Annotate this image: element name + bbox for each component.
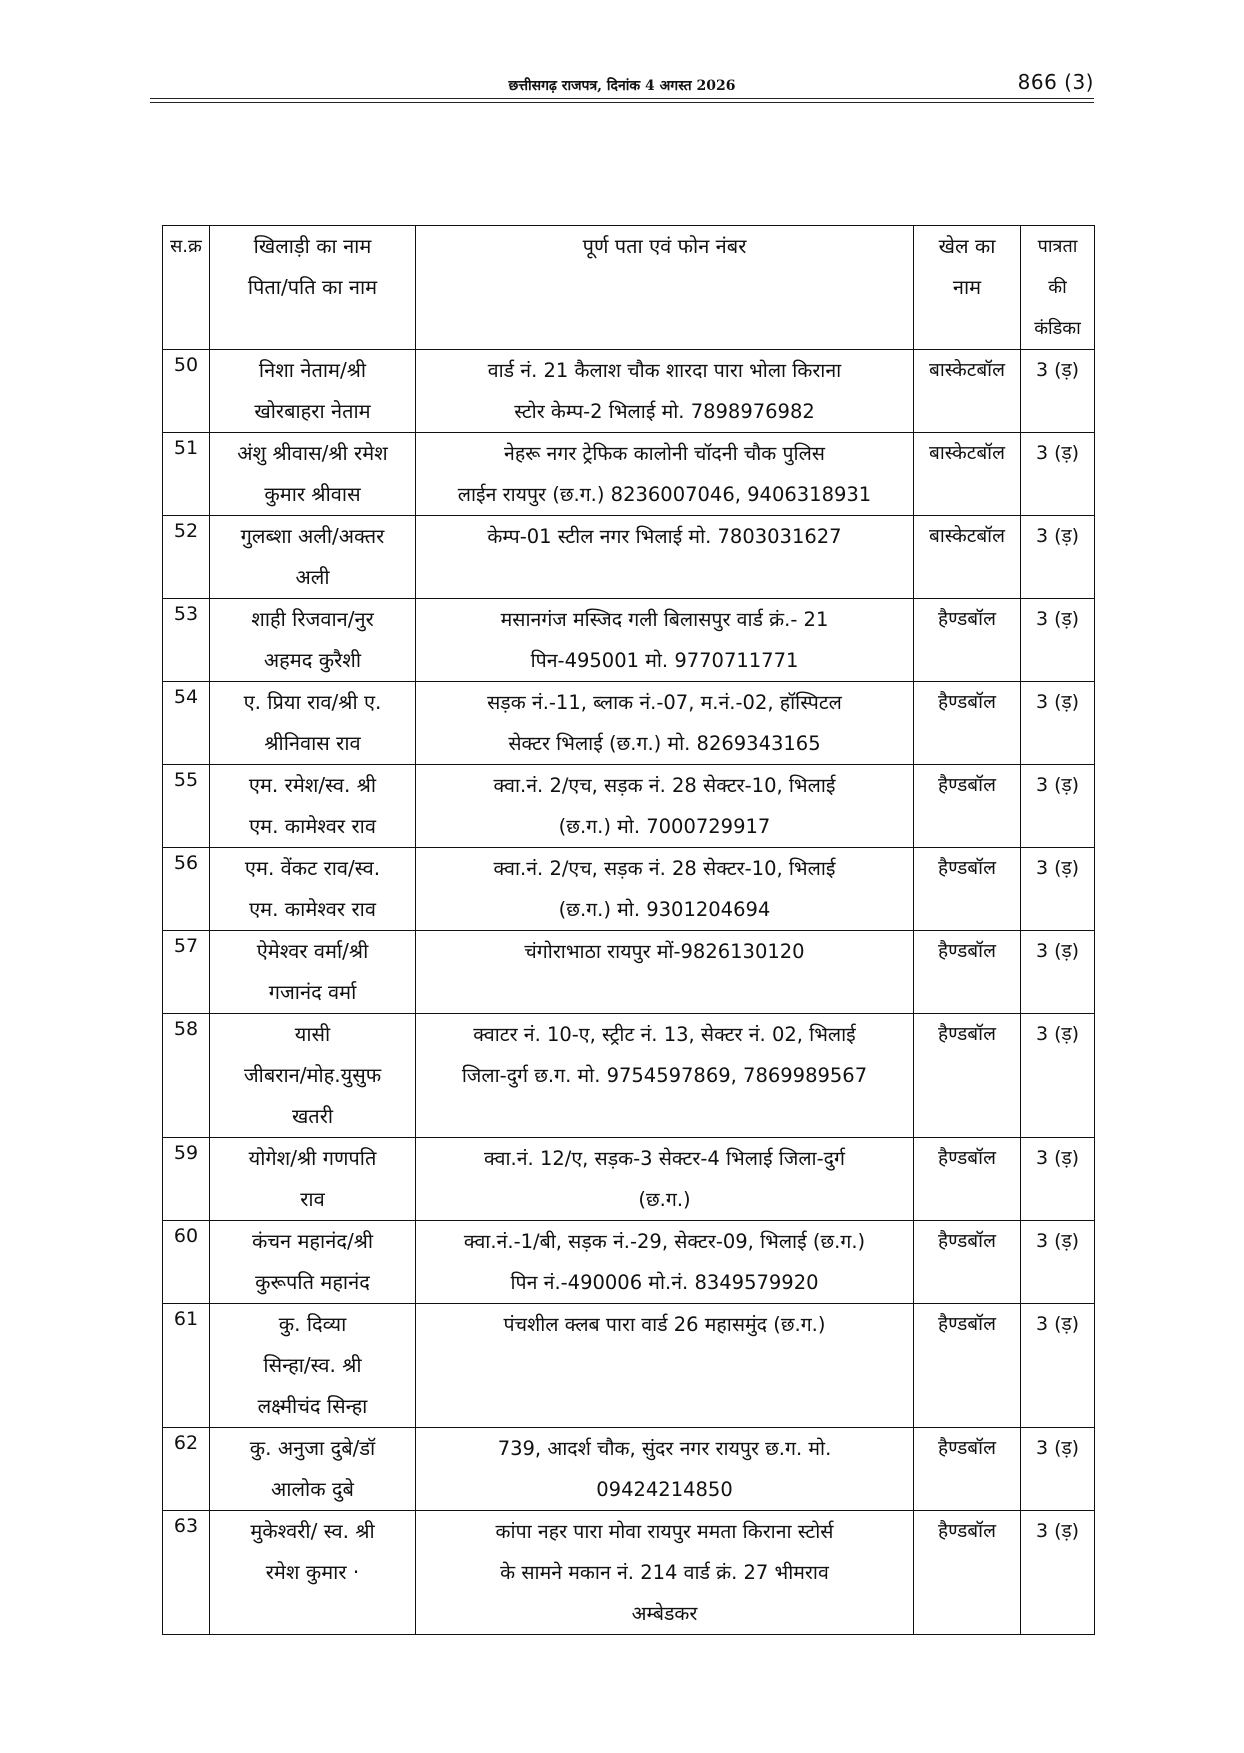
player-name-line: खतरी [291,1104,334,1128]
eligibility-cell: 3 (ड़) [1021,350,1095,433]
player-name-cell [210,516,416,599]
player-name-cell [210,1138,416,1221]
player-name-line: यासी [294,1022,331,1046]
column-header-eligibility-line: कंडिका [1034,318,1081,339]
serial-number-cell: 60 [163,1221,210,1304]
player-name-cell [210,1428,416,1511]
address-line: लाईन रायपुर (छ.ग.) 8236007046, 9406318931 [457,483,872,506]
address-cell [416,516,914,599]
serial-number-cell: 58 [163,1014,210,1138]
address-cell [416,1511,914,1635]
player-name-line: अंशु श्रीवास/श्री रमेश [237,441,388,465]
serial-number-cell: 62 [163,1428,210,1511]
address-line: स्टोर केम्प-2 भिलाई मो. 7898976982 [514,400,815,423]
serial-number-cell: 55 [163,765,210,848]
eligibility-cell: 3 (ड़) [1021,433,1095,516]
address-cell [416,1221,914,1304]
sport-cell: बास्केटबॉल [914,433,1021,516]
address-line: वार्ड नं. 21 कैलाश चौक शारदा पारा भोला किराना [487,359,842,382]
address-line: (छ.ग.) मो. 9301204694 [558,898,771,921]
address-cell [416,1304,914,1428]
sport-cell: हैण्डबॉल [914,1304,1021,1428]
sport-cell: हैण्डबॉल [914,1138,1021,1221]
address-line: चंगोराभाठा रायपुर मों-9826130120 [524,940,805,963]
address-line: 739, आदर्श चौक, सुंदर नगर रायपुर छ.ग. मो. [497,1437,832,1460]
column-header-name-line: खिलाड़ी का नाम [253,234,372,258]
serial-number-cell: 61 [163,1304,210,1428]
address-line: के सामने मकान नं. 214 वार्ड क्रं. 27 भीमराव [500,1561,829,1584]
sport-cell: बास्केटबॉल [914,350,1021,433]
column-header-name [210,226,416,350]
sport-cell: हैण्डबॉल [914,848,1021,931]
serial-number-cell: 54 [163,682,210,765]
table-row [163,1511,1095,1635]
serial-number-cell: 53 [163,599,210,682]
player-name-line: अली [295,565,330,589]
table-row [163,848,1095,931]
column-header-sport [914,226,1021,350]
player-name-line: ऐमेश्वर वर्मा/श्री [256,939,369,963]
column-header-eligibility-line: की [1048,277,1067,298]
address-cell [416,1138,914,1221]
address-line: क्वाटर नं. 10-ए, स्ट्रीट नं. 13, सेक्टर नं. 02, भिलाई [473,1023,856,1046]
eligibility-cell: 3 (ड़) [1021,682,1095,765]
player-name-line: लक्ष्मीचंद सिन्हा [257,1394,368,1418]
serial-number-cell: 51 [163,433,210,516]
eligibility-cell: 3 (ड़) [1021,765,1095,848]
player-name-line: निशा नेताम/श्री [258,358,367,382]
column-header-address: पूर्ण पता एवं फोन नंबर [416,226,914,350]
sport-cell: हैण्डबॉल [914,765,1021,848]
serial-number-cell: 59 [163,1138,210,1221]
column-header-name-line: पिता/पति का नाम [247,275,378,299]
address-line: अम्बेडकर [631,1602,698,1625]
sport-cell: हैण्डबॉल [914,1428,1021,1511]
player-name-line: श्रीनिवास राव [264,731,361,755]
eligibility-cell: 3 (ड़) [1021,599,1095,682]
players-table [162,225,1095,1635]
address-line: (छ.ग.) [638,1188,691,1211]
address-cell [416,1014,914,1138]
player-name-line: गुलब्शा अली/अक्तर [240,524,385,548]
player-name-line: जीबरान/मोह.युसुफ [243,1063,382,1087]
address-cell [416,765,914,848]
player-name-line: अहमद कुरैशी [263,648,362,672]
player-name-line: खोरबाहरा नेताम [254,399,371,423]
page-number: 866 (3) [1017,70,1094,94]
table-row [163,1138,1095,1221]
serial-number-cell: 50 [163,350,210,433]
player-name-line: आलोक दुबे [271,1477,354,1501]
serial-number-cell: 56 [163,848,210,931]
player-name-line: गजानंद वर्मा [268,980,357,1004]
table-row [163,1304,1095,1428]
address-cell [416,931,914,1014]
column-header-eligibility [1021,226,1095,350]
address-cell [416,350,914,433]
header-rule [150,102,1094,103]
table-row [163,1428,1095,1511]
eligibility-cell: 3 (ड़) [1021,1511,1095,1635]
table-row [163,1221,1095,1304]
player-name-cell [210,1221,416,1304]
serial-number-cell: 52 [163,516,210,599]
eligibility-cell: 3 (ड़) [1021,931,1095,1014]
address-line: (छ.ग.) मो. 7000729917 [558,815,771,838]
player-name-line: कु. दिव्या [278,1312,347,1336]
player-name-cell [210,1014,416,1138]
player-name-cell [210,350,416,433]
address-line: 09424214850 [596,1478,733,1501]
sport-cell: हैण्डबॉल [914,1014,1021,1138]
sport-cell: हैण्डबॉल [914,931,1021,1014]
address-line: जिला-दुर्ग छ.ग. मो. 9754597869, 7869989567 [461,1064,868,1087]
address-line: सड़क नं.-11, ब्लाक नं.-07, म.नं.-02, हॉस्पिटल [487,691,842,714]
player-name-cell [210,1511,416,1635]
player-name-cell [210,765,416,848]
serial-number-cell: 57 [163,931,210,1014]
address-line: कांपा नहर पारा मोवा रायपुर ममता किराना स्टोर्स [495,1520,834,1543]
eligibility-cell: 3 (ड़) [1021,1304,1095,1428]
player-name-line: मुकेश्वरी/ स्व. श्री [250,1519,375,1543]
player-name-cell [210,433,416,516]
player-name-line: एम. कामेश्वर राव [249,897,376,921]
eligibility-cell: 3 (ड़) [1021,1428,1095,1511]
address-line: क्वा.नं. 2/एच, सड़क नं. 28 सेक्टर-10, भिलाई [493,774,836,797]
table-body [163,350,1095,1635]
column-header-eligibility-line: पात्रता [1037,236,1078,257]
table-row [163,350,1095,433]
address-line: क्वा.नं. 2/एच, सड़क नं. 28 सेक्टर-10, भिलाई [493,857,836,880]
table-row [163,433,1095,516]
player-name-cell [210,848,416,931]
player-name-line: कुरूपति महानंद [255,1270,370,1294]
address-line: सेक्टर भिलाई (छ.ग.) मो. 8269343165 [508,732,821,755]
address-line: केम्प-01 स्टील नगर भिलाई मो. 7803031627 [487,525,842,548]
column-header-sport-line: खेल का [938,234,996,258]
address-cell [416,848,914,931]
address-cell [416,1428,914,1511]
player-name-line: एम. वेंकट राव/स्व. [244,856,381,880]
table-row [163,931,1095,1014]
eligibility-cell: 3 (ड़) [1021,516,1095,599]
player-name-line: राव [300,1187,325,1211]
table-row [163,765,1095,848]
serial-number-cell: 63 [163,1511,210,1635]
player-name-cell [210,1304,416,1428]
address-line: मसानगंज मस्जिद गली बिलासपुर वार्ड क्रं.- 21 [500,608,829,631]
sport-cell: हैण्डबॉल [914,682,1021,765]
player-name-line: शाही रिजवान/नुर [251,607,374,631]
player-name-cell [210,931,416,1014]
address-line: नेहरू नगर ट्रेफिक कालोनी चॉदनी चौक पुलिस [504,442,825,465]
sport-cell: बास्केटबॉल [914,516,1021,599]
player-name-line: एम. कामेश्वर राव [249,814,376,838]
column-header-serial: स.क्र [163,226,210,350]
table-row [163,599,1095,682]
player-name-line: रमेश कुमार · [265,1560,360,1584]
player-name-line: एम. रमेश/स्व. श्री [248,773,377,797]
address-line: क्वा.नं. 12/ए, सड़क-3 सेक्टर-4 भिलाई जिला-दुर्ग [484,1147,845,1170]
eligibility-cell: 3 (ड़) [1021,1014,1095,1138]
sport-cell: हैण्डबॉल [914,1511,1021,1635]
address-line: क्वा.नं.-1/बी, सड़क नं.-29, सेक्टर-09, भिलाई (छ.ग.) [463,1230,866,1253]
player-name-line: सिन्हा/स्व. श्री [263,1353,362,1377]
gazette-title: छत्तीसगढ़ राजपत्र, दिनांक 4 अगस्त 2026 [508,78,736,94]
address-line: पंचशील क्लब पारा वार्ड 26 महासमुंद (छ.ग.) [503,1313,826,1336]
address-cell [416,433,914,516]
table-row [163,1014,1095,1138]
eligibility-cell: 3 (ड़) [1021,1138,1095,1221]
table-row [163,516,1095,599]
column-header-sport-line: नाम [952,275,982,299]
player-name-cell [210,599,416,682]
table-header-row [163,226,1095,350]
address-cell [416,682,914,765]
sport-cell: हैण्डबॉल [914,1221,1021,1304]
player-name-line: योगेश/श्री गणपति [248,1146,377,1170]
eligibility-cell: 3 (ड़) [1021,1221,1095,1304]
address-line: पिन-495001 मो. 9770711771 [530,649,799,672]
player-name-line: कु. अनुजा दुबे/डॉ [249,1436,376,1460]
eligibility-cell: 3 (ड़) [1021,848,1095,931]
player-name-line: कुमार श्रीवास [264,482,361,506]
header-rule [150,98,1094,99]
sport-cell: हैण्डबॉल [914,599,1021,682]
player-name-line: ए. प्रिया राव/श्री ए. [243,690,382,714]
player-name-cell [210,682,416,765]
player-name-line: कंचन महानंद/श्री [251,1229,374,1253]
address-line: पिन नं.-490006 मो.नं. 8349579920 [510,1271,819,1294]
address-cell [416,599,914,682]
table-row [163,682,1095,765]
